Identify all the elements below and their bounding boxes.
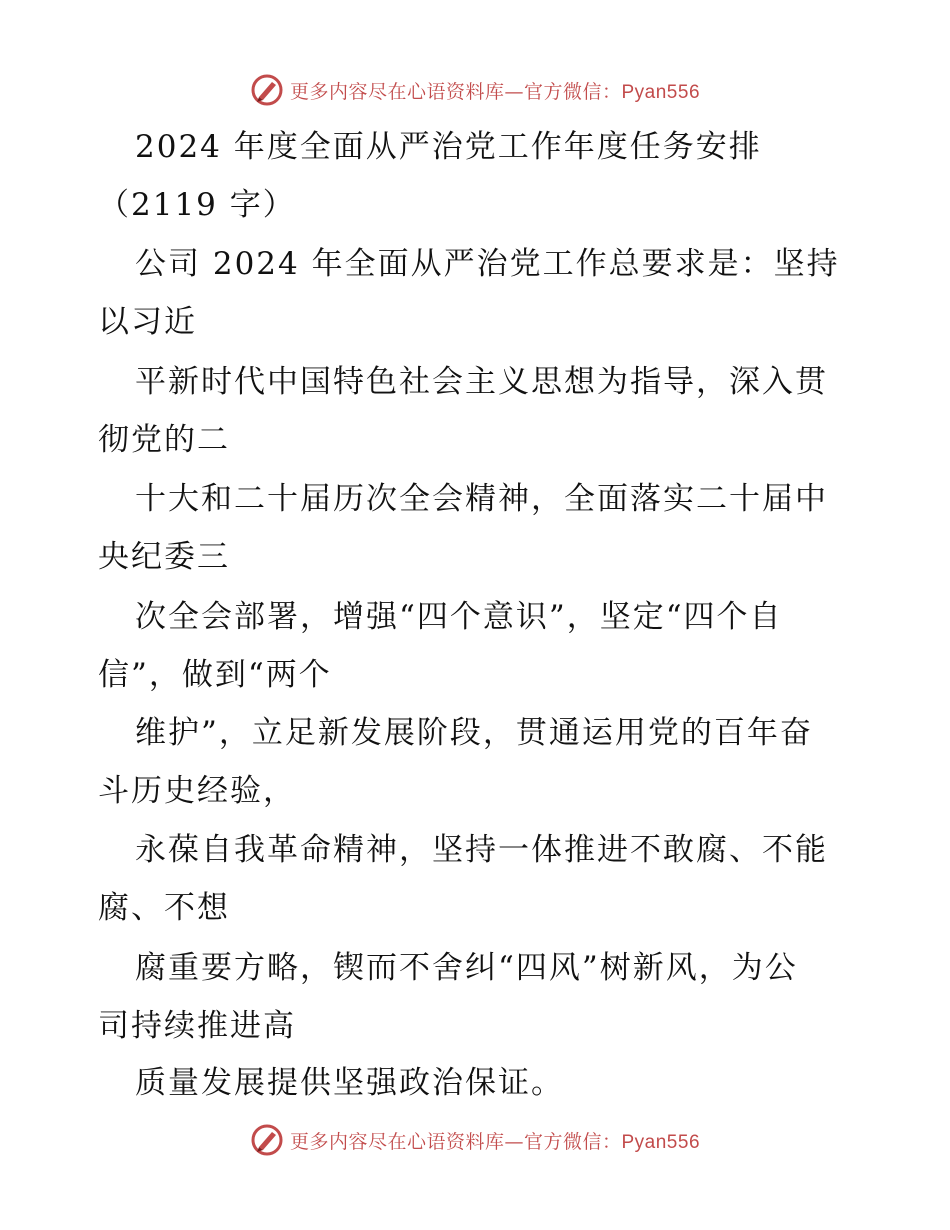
body-line: 十大和二十届历次全会精神，全面落实二十届中	[135, 481, 828, 517]
footer-watermark	[0, 1120, 950, 1160]
body-line: 维护”，立足新发展阶段，贯通运用党的百年奋	[135, 715, 813, 751]
document-title: 2024 年度全面从严治党工作年度任务安排	[135, 129, 762, 165]
pen-logo-icon	[250, 1123, 284, 1157]
body-line: 永葆自我革命精神，坚持一体推进不敢腐、不能	[135, 832, 828, 868]
body-line: 央纪委三	[98, 539, 230, 575]
body-line: 彻党的二	[98, 422, 230, 458]
body-line: 公司 2024 年全面从严治党工作总要求是：坚持	[135, 246, 840, 282]
watermark-text: 更多内容尽在心语资料库—官方微信：Pyan556	[289, 1130, 701, 1153]
body-line: 质量发展提供坚强政治保证。	[135, 1065, 564, 1101]
body-line: 腐、不想	[98, 890, 230, 926]
body-line: 司持续推进高	[98, 1008, 296, 1044]
watermark-handle: Pyan556	[621, 1131, 701, 1153]
watermark-text: 更多内容尽在心语资料库—官方微信：Pyan556	[289, 80, 701, 103]
body-line: 斗历史经验，	[98, 773, 296, 809]
body-line: 信”，做到“两个	[98, 657, 332, 693]
body-line: 以习近	[98, 304, 197, 340]
body-line: 次全会部署，增强“四个意识”，坚定“四个自	[135, 599, 783, 635]
word-count: （2119 字）	[98, 187, 296, 223]
body-line: 腐重要方略，锲而不舍纠“四风”树新风，为公	[135, 950, 798, 986]
watermark-handle: Pyan556	[621, 81, 701, 103]
body-line: 平新时代中国特色社会主义思想为指导，深入贯	[135, 364, 828, 400]
